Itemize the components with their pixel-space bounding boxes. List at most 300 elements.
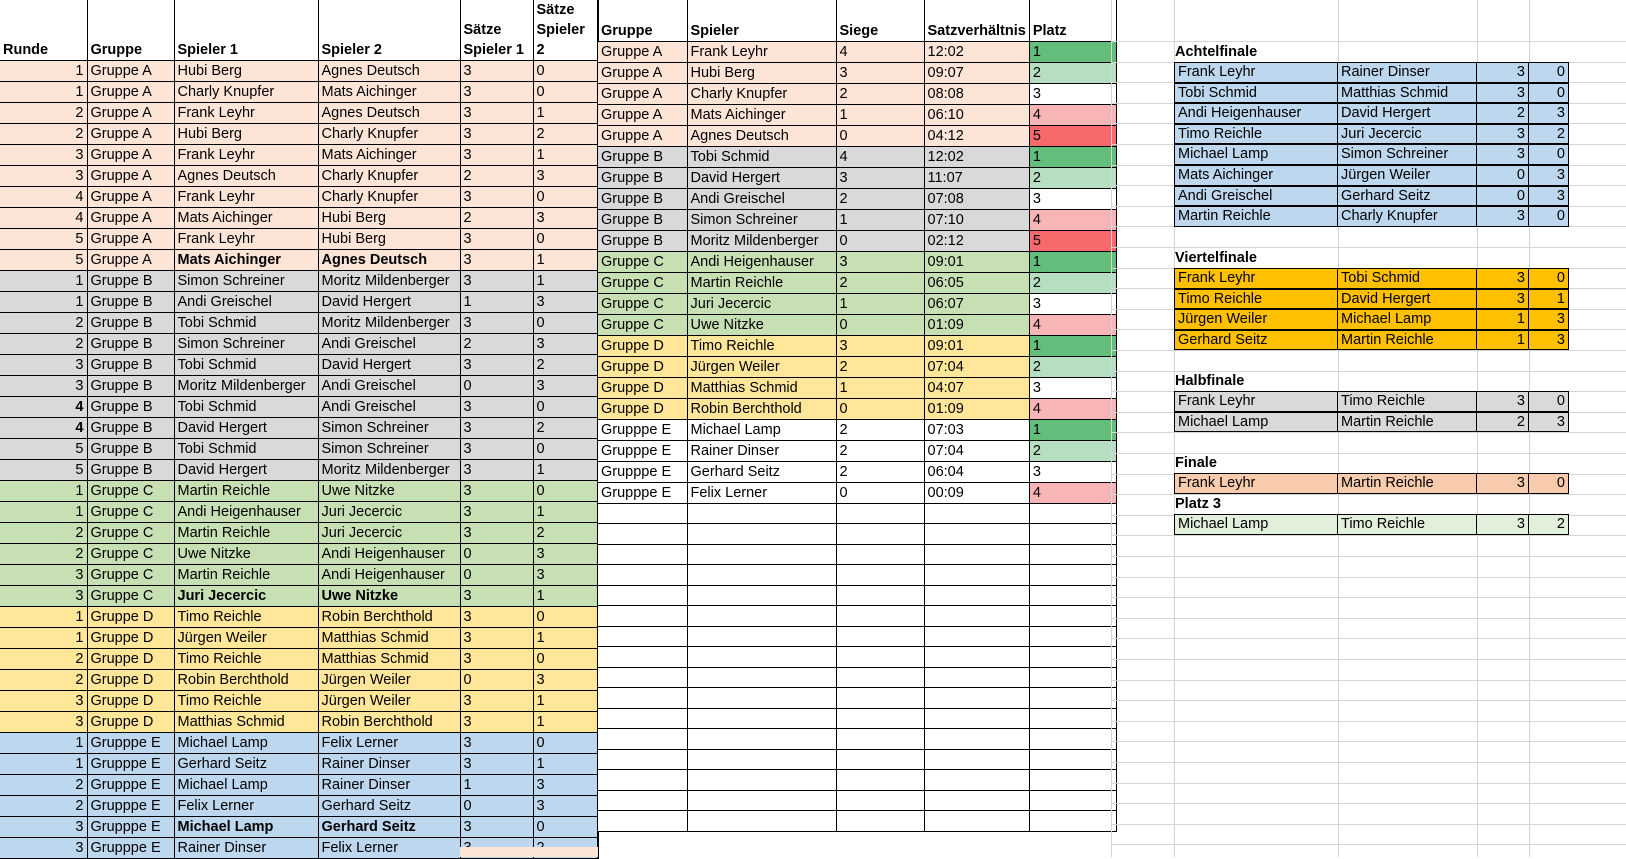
empty-cell[interactable] — [598, 770, 687, 791]
saetze-2-cell[interactable]: 3 — [533, 292, 598, 313]
gruppe-cell[interactable]: Gruppe B — [598, 188, 687, 209]
empty-cell[interactable] — [836, 503, 924, 524]
spieler-1-cell[interactable]: Moritz Mildenberger — [174, 376, 318, 397]
spieler-1-cell[interactable]: Martin Reichle — [174, 481, 318, 502]
empty-cell[interactable] — [1029, 688, 1116, 709]
gruppe-cell[interactable]: Gruppe D — [87, 628, 174, 649]
spieler-2-cell[interactable]: Gerhard Seitz — [318, 817, 460, 838]
platz-cell[interactable]: 5 — [1029, 230, 1116, 251]
satzverhaeltnis-cell[interactable]: 04:12 — [924, 125, 1029, 146]
platz-cell[interactable]: 1 — [1029, 419, 1116, 440]
gruppe-cell[interactable]: Grupppe E — [598, 419, 687, 440]
gruppe-cell[interactable]: Gruppe D — [87, 691, 174, 712]
gruppe-cell[interactable]: Gruppe A — [598, 41, 687, 62]
saetze-1-cell[interactable]: 2 — [460, 166, 533, 187]
siege-cell[interactable]: 0 — [836, 125, 924, 146]
platz-cell[interactable]: 3 — [1029, 293, 1116, 314]
satzverhaeltnis-cell[interactable]: 11:07 — [924, 167, 1029, 188]
satzverhaeltnis-cell[interactable]: 06:10 — [924, 104, 1029, 125]
player-2-cell[interactable]: Martin Reichle — [1338, 473, 1477, 494]
header-spieler-2[interactable]: Spieler 2 — [318, 0, 460, 61]
empty-cell[interactable] — [687, 667, 836, 688]
saetze-1-cell[interactable]: 3 — [460, 502, 533, 523]
platz-cell[interactable]: 4 — [1029, 104, 1116, 125]
saetze-1-cell[interactable]: 3 — [460, 754, 533, 775]
saetze-2-cell[interactable]: 1 — [533, 586, 598, 607]
score-1-cell[interactable]: 1 — [1477, 330, 1529, 351]
siege-cell[interactable]: 4 — [836, 41, 924, 62]
empty-cell[interactable] — [598, 544, 687, 565]
spieler-2-cell[interactable]: David Hergert — [318, 292, 460, 313]
saetze-1-cell[interactable]: 3 — [460, 61, 533, 82]
gruppe-cell[interactable]: Gruppe B — [87, 313, 174, 334]
spieler-cell[interactable]: Tobi Schmid — [687, 146, 836, 167]
empty-cell[interactable] — [836, 811, 924, 832]
spieler-cell[interactable]: David Hergert — [687, 167, 836, 188]
satzverhaeltnis-cell[interactable]: 01:09 — [924, 398, 1029, 419]
satzverhaeltnis-cell[interactable]: 06:04 — [924, 461, 1029, 482]
spieler-2-cell[interactable]: Jürgen Weiler — [318, 670, 460, 691]
gruppe-cell[interactable]: Gruppe D — [598, 377, 687, 398]
spieler-2-cell[interactable]: Agnes Deutsch — [318, 250, 460, 271]
saetze-2-cell[interactable]: 3 — [533, 208, 598, 229]
runde-cell[interactable]: 1 — [0, 754, 87, 775]
player-2-cell[interactable]: Matthias Schmid — [1338, 83, 1477, 104]
spieler-cell[interactable]: Robin Berchthold — [687, 398, 836, 419]
gruppe-cell[interactable]: Gruppe A — [87, 61, 174, 82]
empty-cell[interactable] — [1029, 770, 1116, 791]
gruppe-cell[interactable]: Gruppe B — [598, 230, 687, 251]
runde-cell[interactable]: 4 — [0, 418, 87, 439]
empty-cell[interactable] — [1029, 790, 1116, 811]
saetze-1-cell[interactable]: 3 — [460, 250, 533, 271]
siege-cell[interactable]: 3 — [836, 167, 924, 188]
siege-cell[interactable]: 2 — [836, 356, 924, 377]
runde-cell[interactable]: 2 — [0, 670, 87, 691]
score-2-cell[interactable]: 0 — [1529, 268, 1569, 289]
header-spieler-1[interactable]: Spieler 1 — [174, 0, 318, 61]
spieler-1-cell[interactable]: Agnes Deutsch — [174, 166, 318, 187]
saetze-2-cell[interactable]: 0 — [533, 313, 598, 334]
gruppe-cell[interactable]: Gruppe B — [87, 439, 174, 460]
empty-cell[interactable] — [836, 565, 924, 586]
saetze-2-cell[interactable]: 0 — [533, 397, 598, 418]
platz-cell[interactable]: 3 — [1029, 461, 1116, 482]
runde-cell[interactable]: 4 — [0, 187, 87, 208]
runde-cell[interactable]: 3 — [0, 838, 87, 859]
saetze-2-cell[interactable]: 1 — [533, 145, 598, 166]
platz-cell[interactable]: 4 — [1029, 398, 1116, 419]
spieler-cell[interactable]: Frank Leyhr — [687, 41, 836, 62]
spieler-1-cell[interactable]: Rainer Dinser — [174, 838, 318, 859]
saetze-2-cell[interactable]: 1 — [533, 754, 598, 775]
empty-cell[interactable] — [1029, 811, 1116, 832]
gruppe-cell[interactable]: Gruppe C — [87, 481, 174, 502]
player-1-cell[interactable]: Tobi Schmid — [1174, 83, 1338, 104]
player-1-cell[interactable]: Frank Leyhr — [1174, 268, 1338, 289]
empty-cell[interactable] — [836, 544, 924, 565]
empty-cell[interactable] — [1029, 524, 1116, 545]
empty-cell[interactable] — [598, 565, 687, 586]
gruppe-cell[interactable]: Gruppe B — [87, 397, 174, 418]
empty-cell[interactable] — [836, 626, 924, 647]
spieler-cell[interactable]: Hubi Berg — [687, 62, 836, 83]
satzverhaeltnis-cell[interactable]: 07:04 — [924, 440, 1029, 461]
player-1-cell[interactable]: Frank Leyhr — [1174, 391, 1338, 412]
saetze-2-cell[interactable]: 1 — [533, 502, 598, 523]
runde-cell[interactable]: 1 — [0, 481, 87, 502]
runde-cell[interactable]: 1 — [0, 502, 87, 523]
runde-cell[interactable]: 3 — [0, 691, 87, 712]
spieler-1-cell[interactable]: Martin Reichle — [174, 523, 318, 544]
platz-cell[interactable]: 1 — [1029, 251, 1116, 272]
platz-cell[interactable]: 5 — [1029, 125, 1116, 146]
siege-cell[interactable]: 2 — [836, 461, 924, 482]
saetze-1-cell[interactable]: 1 — [460, 292, 533, 313]
siege-cell[interactable]: 2 — [836, 440, 924, 461]
spieler-2-cell[interactable]: Jürgen Weiler — [318, 691, 460, 712]
empty-cell[interactable] — [687, 565, 836, 586]
empty-cell[interactable] — [598, 708, 687, 729]
gruppe-cell[interactable]: Gruppe A — [598, 125, 687, 146]
spieler-2-cell[interactable]: Andi Greischel — [318, 376, 460, 397]
score-1-cell[interactable]: 3 — [1477, 268, 1529, 289]
player-2-cell[interactable]: Martin Reichle — [1338, 330, 1477, 351]
siege-cell[interactable]: 1 — [836, 293, 924, 314]
empty-cell[interactable] — [924, 708, 1029, 729]
runde-cell[interactable]: 2 — [0, 544, 87, 565]
empty-cell[interactable] — [1029, 749, 1116, 770]
saetze-1-cell[interactable]: 3 — [460, 313, 533, 334]
satzverhaeltnis-cell[interactable]: 06:05 — [924, 272, 1029, 293]
saetze-1-cell[interactable]: 3 — [460, 712, 533, 733]
empty-cell[interactable] — [1029, 565, 1116, 586]
gruppe-cell[interactable]: Grupppe E — [87, 754, 174, 775]
gruppe-cell[interactable]: Gruppe A — [598, 104, 687, 125]
header-satzverhaeltnis[interactable]: Satzverhältnis — [924, 0, 1029, 41]
gruppe-cell[interactable]: Gruppe D — [87, 649, 174, 670]
runde-cell[interactable]: 1 — [0, 733, 87, 754]
runde-cell[interactable]: 2 — [0, 775, 87, 796]
siege-cell[interactable]: 3 — [836, 62, 924, 83]
player-1-cell[interactable]: Gerhard Seitz — [1174, 330, 1338, 351]
runde-cell[interactable]: 1 — [0, 607, 87, 628]
siege-cell[interactable]: 0 — [836, 482, 924, 503]
siege-cell[interactable]: 1 — [836, 209, 924, 230]
spieler-1-cell[interactable]: Timo Reichle — [174, 691, 318, 712]
score-2-cell[interactable]: 2 — [1529, 124, 1569, 145]
empty-cell[interactable] — [687, 811, 836, 832]
spieler-cell[interactable]: Matthias Schmid — [687, 377, 836, 398]
saetze-2-cell[interactable]: 0 — [533, 817, 598, 838]
player-1-cell[interactable]: Jürgen Weiler — [1174, 309, 1338, 330]
score-2-cell[interactable]: 3 — [1529, 165, 1569, 186]
empty-cell[interactable] — [687, 626, 836, 647]
spieler-1-cell[interactable]: Frank Leyhr — [174, 187, 318, 208]
empty-cell[interactable] — [598, 667, 687, 688]
score-2-cell[interactable]: 3 — [1529, 103, 1569, 124]
satzverhaeltnis-cell[interactable]: 07:08 — [924, 188, 1029, 209]
siege-cell[interactable]: 2 — [836, 188, 924, 209]
score-2-cell[interactable]: 0 — [1529, 144, 1569, 165]
spieler-2-cell[interactable]: Rainer Dinser — [318, 775, 460, 796]
empty-cell[interactable] — [598, 626, 687, 647]
saetze-1-cell[interactable]: 0 — [460, 796, 533, 817]
empty-cell[interactable] — [836, 790, 924, 811]
siege-cell[interactable]: 2 — [836, 272, 924, 293]
saetze-2-cell[interactable]: 1 — [533, 271, 598, 292]
saetze-1-cell[interactable]: 3 — [460, 607, 533, 628]
spieler-1-cell[interactable]: Tobi Schmid — [174, 355, 318, 376]
spieler-1-cell[interactable]: Martin Reichle — [174, 565, 318, 586]
player-1-cell[interactable]: Frank Leyhr — [1174, 62, 1338, 83]
siege-cell[interactable]: 0 — [836, 230, 924, 251]
player-1-cell[interactable]: Michael Lamp — [1174, 144, 1338, 165]
empty-cell[interactable] — [924, 688, 1029, 709]
empty-cell[interactable] — [924, 544, 1029, 565]
saetze-2-cell[interactable]: 3 — [533, 670, 598, 691]
empty-cell[interactable] — [598, 790, 687, 811]
saetze-1-cell[interactable]: 3 — [460, 103, 533, 124]
gruppe-cell[interactable]: Gruppe C — [598, 293, 687, 314]
spieler-cell[interactable]: Gerhard Seitz — [687, 461, 836, 482]
player-1-cell[interactable]: Mats Aichinger — [1174, 165, 1338, 186]
empty-cell[interactable] — [836, 729, 924, 750]
score-1-cell[interactable]: 3 — [1477, 206, 1529, 227]
gruppe-cell[interactable]: Grupppe E — [87, 733, 174, 754]
gruppe-cell[interactable]: Gruppe B — [87, 271, 174, 292]
platz-cell[interactable]: 1 — [1029, 335, 1116, 356]
satzverhaeltnis-cell[interactable]: 09:01 — [924, 335, 1029, 356]
spieler-2-cell[interactable]: Moritz Mildenberger — [318, 460, 460, 481]
empty-cell[interactable] — [1029, 667, 1116, 688]
score-2-cell[interactable]: 3 — [1529, 309, 1569, 330]
saetze-1-cell[interactable]: 3 — [460, 439, 533, 460]
saetze-1-cell[interactable]: 0 — [460, 376, 533, 397]
saetze-1-cell[interactable]: 0 — [460, 565, 533, 586]
gruppe-cell[interactable]: Gruppe C — [87, 502, 174, 523]
player-1-cell[interactable]: Timo Reichle — [1174, 124, 1338, 145]
saetze-1-cell[interactable]: 3 — [460, 124, 533, 145]
spieler-1-cell[interactable]: Jürgen Weiler — [174, 628, 318, 649]
runde-cell[interactable]: 5 — [0, 250, 87, 271]
empty-cell[interactable] — [598, 647, 687, 668]
empty-cell[interactable] — [836, 688, 924, 709]
header-gruppe[interactable]: Gruppe — [87, 0, 174, 61]
platz-cell[interactable]: 3 — [1029, 83, 1116, 104]
spieler-1-cell[interactable]: David Hergert — [174, 418, 318, 439]
header-platz[interactable]: Platz — [1029, 0, 1116, 41]
platz-cell[interactable]: 4 — [1029, 314, 1116, 335]
spieler-cell[interactable]: Jürgen Weiler — [687, 356, 836, 377]
spieler-2-cell[interactable]: Andi Heigenhauser — [318, 565, 460, 586]
gruppe-cell[interactable]: Gruppe D — [87, 607, 174, 628]
empty-cell[interactable] — [924, 606, 1029, 627]
spieler-1-cell[interactable]: Mats Aichinger — [174, 208, 318, 229]
runde-cell[interactable]: 2 — [0, 796, 87, 817]
empty-cell[interactable] — [924, 790, 1029, 811]
empty-cell[interactable] — [598, 749, 687, 770]
spieler-2-cell[interactable]: Simon Schreiner — [318, 439, 460, 460]
platz-cell[interactable]: 4 — [1029, 209, 1116, 230]
score-1-cell[interactable]: 3 — [1477, 62, 1529, 83]
empty-cell[interactable] — [1029, 729, 1116, 750]
empty-cell[interactable] — [924, 585, 1029, 606]
gruppe-cell[interactable]: Gruppe B — [87, 376, 174, 397]
player-2-cell[interactable]: Michael Lamp — [1338, 309, 1477, 330]
empty-cell[interactable] — [598, 729, 687, 750]
empty-cell[interactable] — [687, 503, 836, 524]
runde-cell[interactable]: 4 — [0, 397, 87, 418]
score-1-cell[interactable]: 3 — [1477, 391, 1529, 412]
runde-cell[interactable]: 1 — [0, 628, 87, 649]
saetze-1-cell[interactable]: 3 — [460, 229, 533, 250]
saetze-1-cell[interactable]: 3 — [460, 82, 533, 103]
gruppe-cell[interactable]: Gruppe B — [598, 146, 687, 167]
spieler-cell[interactable]: Felix Lerner — [687, 482, 836, 503]
satzverhaeltnis-cell[interactable]: 12:02 — [924, 146, 1029, 167]
spieler-2-cell[interactable]: Moritz Mildenberger — [318, 271, 460, 292]
spieler-1-cell[interactable]: Frank Leyhr — [174, 145, 318, 166]
runde-cell[interactable]: 4 — [0, 208, 87, 229]
saetze-2-cell[interactable]: 1 — [533, 691, 598, 712]
empty-cell[interactable] — [687, 770, 836, 791]
empty-cell[interactable] — [687, 606, 836, 627]
score-1-cell[interactable]: 3 — [1477, 83, 1529, 104]
empty-cell[interactable] — [687, 524, 836, 545]
score-1-cell[interactable]: 3 — [1477, 124, 1529, 145]
player-2-cell[interactable]: David Hergert — [1338, 103, 1477, 124]
score-2-cell[interactable]: 2 — [1529, 514, 1569, 535]
empty-cell[interactable] — [836, 749, 924, 770]
spieler-1-cell[interactable]: Timo Reichle — [174, 649, 318, 670]
siege-cell[interactable]: 1 — [836, 104, 924, 125]
spieler-1-cell[interactable]: Juri Jecercic — [174, 586, 318, 607]
spieler-2-cell[interactable]: Charly Knupfer — [318, 166, 460, 187]
saetze-2-cell[interactable]: 0 — [533, 607, 598, 628]
saetze-1-cell[interactable]: 0 — [460, 544, 533, 565]
spieler-1-cell[interactable]: Gerhard Seitz — [174, 754, 318, 775]
spieler-2-cell[interactable]: Agnes Deutsch — [318, 103, 460, 124]
player-2-cell[interactable]: David Hergert — [1338, 289, 1477, 310]
score-2-cell[interactable]: 3 — [1529, 412, 1569, 433]
spieler-cell[interactable]: Timo Reichle — [687, 335, 836, 356]
spieler-cell[interactable]: Juri Jecercic — [687, 293, 836, 314]
player-1-cell[interactable]: Andi Heigenhauser — [1174, 103, 1338, 124]
runde-cell[interactable]: 2 — [0, 124, 87, 145]
runde-cell[interactable]: 5 — [0, 439, 87, 460]
player-2-cell[interactable]: Jürgen Weiler — [1338, 165, 1477, 186]
empty-cell[interactable] — [924, 647, 1029, 668]
siege-cell[interactable]: 2 — [836, 83, 924, 104]
runde-cell[interactable]: 1 — [0, 292, 87, 313]
score-1-cell[interactable]: 1 — [1477, 309, 1529, 330]
saetze-2-cell[interactable]: 3 — [533, 334, 598, 355]
score-2-cell[interactable]: 1 — [1529, 289, 1569, 310]
score-1-cell[interactable]: 2 — [1477, 412, 1529, 433]
gruppe-cell[interactable]: Gruppe B — [87, 292, 174, 313]
runde-cell[interactable]: 5 — [0, 460, 87, 481]
saetze-2-cell[interactable]: 0 — [533, 187, 598, 208]
empty-cell[interactable] — [1029, 585, 1116, 606]
spieler-2-cell[interactable]: Matthias Schmid — [318, 649, 460, 670]
spieler-2-cell[interactable]: Hubi Berg — [318, 208, 460, 229]
runde-cell[interactable]: 2 — [0, 334, 87, 355]
spieler-2-cell[interactable]: Felix Lerner — [318, 733, 460, 754]
score-1-cell[interactable]: 0 — [1477, 165, 1529, 186]
empty-cell[interactable] — [687, 729, 836, 750]
runde-cell[interactable]: 1 — [0, 82, 87, 103]
saetze-2-cell[interactable]: 3 — [533, 544, 598, 565]
empty-cell[interactable] — [924, 626, 1029, 647]
gruppe-cell[interactable]: Gruppe A — [598, 83, 687, 104]
siege-cell[interactable]: 1 — [836, 377, 924, 398]
saetze-2-cell[interactable]: 0 — [533, 439, 598, 460]
empty-cell[interactable] — [836, 708, 924, 729]
satzverhaeltnis-cell[interactable]: 09:07 — [924, 62, 1029, 83]
gruppe-cell[interactable]: Grupppe E — [598, 482, 687, 503]
saetze-2-cell[interactable]: 1 — [533, 250, 598, 271]
gruppe-cell[interactable]: Gruppe D — [87, 670, 174, 691]
spieler-cell[interactable]: Uwe Nitzke — [687, 314, 836, 335]
gruppe-cell[interactable]: Gruppe C — [87, 544, 174, 565]
spieler-cell[interactable]: Andi Greischel — [687, 188, 836, 209]
runde-cell[interactable]: 3 — [0, 355, 87, 376]
runde-cell[interactable]: 3 — [0, 586, 87, 607]
gruppe-cell[interactable]: Gruppe C — [598, 251, 687, 272]
score-1-cell[interactable]: 2 — [1477, 103, 1529, 124]
player-2-cell[interactable]: Tobi Schmid — [1338, 268, 1477, 289]
empty-cell[interactable] — [598, 503, 687, 524]
saetze-2-cell[interactable]: 3 — [533, 796, 598, 817]
spieler-1-cell[interactable]: Uwe Nitzke — [174, 544, 318, 565]
spieler-2-cell[interactable]: Uwe Nitzke — [318, 586, 460, 607]
runde-cell[interactable]: 1 — [0, 61, 87, 82]
saetze-2-cell[interactable]: 2 — [533, 523, 598, 544]
spieler-2-cell[interactable]: Robin Berchthold — [318, 712, 460, 733]
saetze-1-cell[interactable]: 2 — [460, 334, 533, 355]
gruppe-cell[interactable]: Gruppe A — [87, 187, 174, 208]
gruppe-cell[interactable]: Gruppe A — [87, 208, 174, 229]
empty-cell[interactable] — [836, 667, 924, 688]
gruppe-cell[interactable]: Gruppe A — [87, 103, 174, 124]
satzverhaeltnis-cell[interactable]: 07:04 — [924, 356, 1029, 377]
saetze-2-cell[interactable]: 3 — [533, 775, 598, 796]
spieler-cell[interactable]: Martin Reichle — [687, 272, 836, 293]
score-2-cell[interactable]: 0 — [1529, 473, 1569, 494]
empty-cell[interactable] — [687, 647, 836, 668]
runde-cell[interactable]: 2 — [0, 103, 87, 124]
platz-cell[interactable]: 2 — [1029, 440, 1116, 461]
spieler-2-cell[interactable]: Mats Aichinger — [318, 145, 460, 166]
spieler-2-cell[interactable]: Uwe Nitzke — [318, 481, 460, 502]
saetze-1-cell[interactable]: 3 — [460, 145, 533, 166]
empty-cell[interactable] — [836, 647, 924, 668]
player-1-cell[interactable]: Frank Leyhr — [1174, 473, 1338, 494]
empty-cell[interactable] — [687, 688, 836, 709]
gruppe-cell[interactable]: Gruppe D — [87, 712, 174, 733]
score-2-cell[interactable]: 0 — [1529, 83, 1569, 104]
empty-cell[interactable] — [687, 544, 836, 565]
spieler-2-cell[interactable]: Juri Jecercic — [318, 502, 460, 523]
header-saetze-spieler-1[interactable]: Sätze Spieler 1 — [460, 0, 533, 61]
gruppe-cell[interactable]: Gruppe B — [87, 355, 174, 376]
spieler-2-cell[interactable]: Andi Greischel — [318, 334, 460, 355]
score-1-cell[interactable]: 3 — [1477, 514, 1529, 535]
empty-cell[interactable] — [1029, 708, 1116, 729]
spieler-cell[interactable]: Agnes Deutsch — [687, 125, 836, 146]
saetze-2-cell[interactable]: 3 — [533, 565, 598, 586]
